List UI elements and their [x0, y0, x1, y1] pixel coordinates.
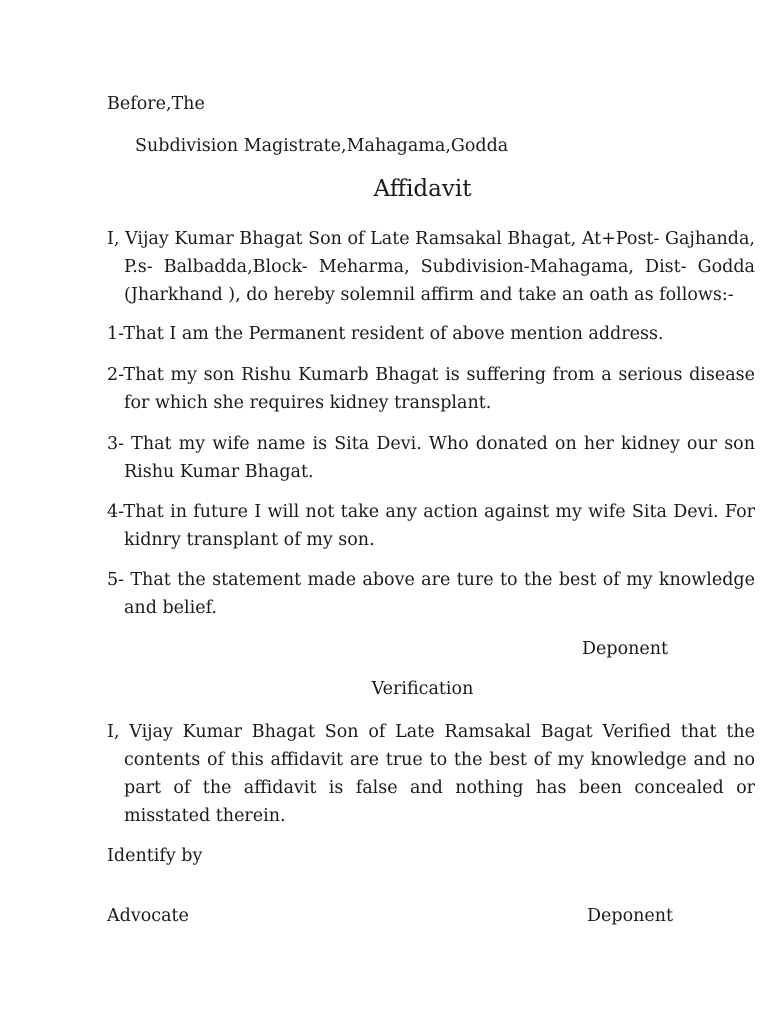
identify-by-label: Identify by: [107, 846, 203, 866]
addressee-authority: Subdivision Magistrate,Mahagama,Godda: [135, 136, 509, 156]
advocate-label: Advocate: [107, 906, 189, 926]
point-1: 1-That I am the Permanent resident of above mention address.: [107, 324, 664, 344]
addressee-before: Before,The: [107, 94, 205, 114]
deponent-signature-label: Deponent: [582, 639, 669, 659]
document-title: Affidavit: [373, 176, 472, 202]
point-3: 3- That my wife name is Sita Devi. Who donated on her kidney our son Rishu Kumar Bhagat.: [107, 434, 755, 482]
verification-paragraph: I, Vijay Kumar Bhagat Son of Late Ramsakal Bagat Verified that the contents of this affidavit are true to the best of my knowledge and no part of the affidavit is false and nothing has been concealed or misstated therein.: [107, 722, 755, 826]
intro-paragraph: I, Vijay Kumar Bhagat Son of Late Ramsakal Bhagat, At+Post- Gajhanda, P.s- Balbadda,Block- Meharma, Subdivision-Mahagama, Dist- Godda (Jharkhand ), do hereby solemnil affirm and take an oath as follows:-: [107, 229, 755, 305]
point-5: 5- That the statement made above are ture to the best of my knowledge and belief.: [107, 570, 755, 618]
verification-title: Verification: [371, 679, 474, 699]
footer-deponent-label: Deponent: [587, 906, 674, 926]
point-4: 4-That in future I will not take any action against my wife Sita Devi. For kidnry transplant of my son.: [107, 502, 755, 550]
point-2: 2-That my son Rishu Kumarb Bhagat is suffering from a serious disease for which she requires kidney transplant.: [107, 365, 755, 413]
